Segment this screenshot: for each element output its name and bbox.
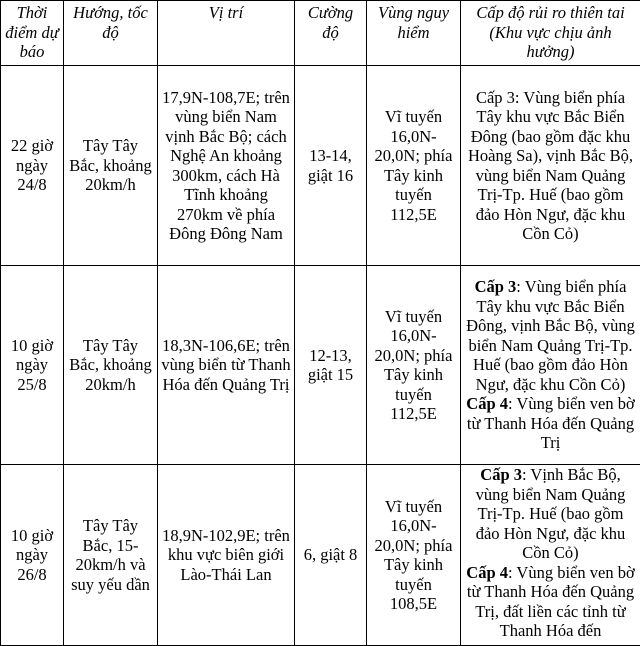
table-row — [1, 66, 640, 266]
header-direction: Hướng, tốc độ — [64, 1, 158, 66]
cell-direction: Tây Tây Bắc, 15-20km/h và suy yếu dần — [64, 465, 158, 646]
risk-entry — [464, 465, 637, 563]
cell-direction: Tây Tây Bắc, khoảng 20km/h — [64, 266, 158, 465]
header-intensity: Cường độ — [295, 1, 367, 66]
cell-time: 10 giờ ngày 25/8 — [1, 266, 64, 465]
cell-intensity: 13-14, giật 16 — [295, 66, 367, 266]
header-risk-level: Cấp độ rủi ro thiên tai (Khu vực chịu ảnh hưởng) — [461, 1, 640, 66]
cell-risk-level — [461, 266, 640, 465]
risk-level-label: Cấp 3 — [480, 465, 522, 484]
risk-entry — [464, 394, 637, 453]
cell-position: 17,9N-108,7E; trên vùng biển Nam vịnh Bắc Bộ; cách Nghệ An khoảng 300km, cách Hà Tĩnh khoảng 270km về phía Đông Đông Nam — [158, 66, 295, 266]
cell-risk-level — [461, 465, 640, 646]
header-time: Thời điểm dự báo — [1, 1, 64, 66]
risk-level-label: Cấp 3 — [475, 87, 515, 107]
cell-danger-zone: Vĩ tuyến 16,0N-20,0N; phía Tây kinh tuyến 108,5E — [367, 465, 461, 646]
cell-time: 10 giờ ngày 26/8 — [1, 465, 64, 646]
cell-intensity: 6, giật 8 — [295, 465, 367, 646]
cell-danger-zone: Vĩ tuyến 16,0N-20,0N; phía Tây kinh tuyến 112,5E — [367, 66, 461, 266]
table-row — [1, 465, 640, 646]
risk-level-label: Cấp 3 — [474, 277, 517, 297]
risk-area-text: : Vùng biển phía Tây khu vực Bắc Biển Đông, vịnh Bắc Bộ, vùng biển Nam Quảng Trị-Tp. Huế (bao gồm đảo Hòn Ngư, đặc khu Cồn Cỏ) — [466, 277, 635, 394]
header-row — [1, 1, 640, 66]
risk-area-text: : Vùng biển ven bờ từ Thanh Hóa đến Quảng Trị — [466, 394, 635, 453]
cell-direction: Tây Tây Bắc, khoảng 20km/h — [64, 66, 158, 266]
risk-entry — [464, 277, 637, 394]
cell-position: 18,3N-106,6E; trên vùng biển từ Thanh Hóa đến Quảng Trị — [158, 266, 295, 465]
cell-time: 22 giờ ngày 24/8 — [1, 66, 64, 266]
table-row — [1, 266, 640, 465]
cell-danger-zone: Vĩ tuyến 16,0N-20,0N; phía Tây kinh tuyến 112,5E — [367, 266, 461, 465]
cell-risk-level — [461, 66, 640, 266]
risk-area-text: : Vùng biển phía Tây khu vực Bắc Biển Đông (bao gồm đặc khu Hoàng Sa), vịnh Bắc Bộ, vùng biển Nam Quảng Trị-Tp. Huế (bao gồm đảo Hòn Ngư, đặc khu Cồn Cỏ) — [468, 87, 633, 243]
header-danger-zone: Vùng nguy hiểm — [367, 1, 461, 66]
cell-position: 18,9N-102,9E; trên khu vực biên giới Lào-Thái Lan — [158, 465, 295, 646]
risk-area-text: : Vùng biển ven bờ từ Thanh Hóa đến Quảng Trị, đất liền các tỉnh từ Thanh Hóa đến — [466, 562, 635, 640]
header-position: Vị trí — [158, 1, 295, 66]
risk-entry — [464, 88, 637, 244]
risk-area-text: : Vịnh Bắc Bộ, vùng biển Nam Quảng Trị-Tp. Huế (bao gồm đảo Hòn Ngư, đặc khu Cồn Cỏ) — [475, 465, 626, 562]
risk-entry — [464, 563, 637, 641]
cell-intensity: 12-13, giật 15 — [295, 266, 367, 465]
risk-level-label: Cấp 4 — [466, 562, 509, 582]
risk-level-label: Cấp 4 — [466, 394, 509, 414]
